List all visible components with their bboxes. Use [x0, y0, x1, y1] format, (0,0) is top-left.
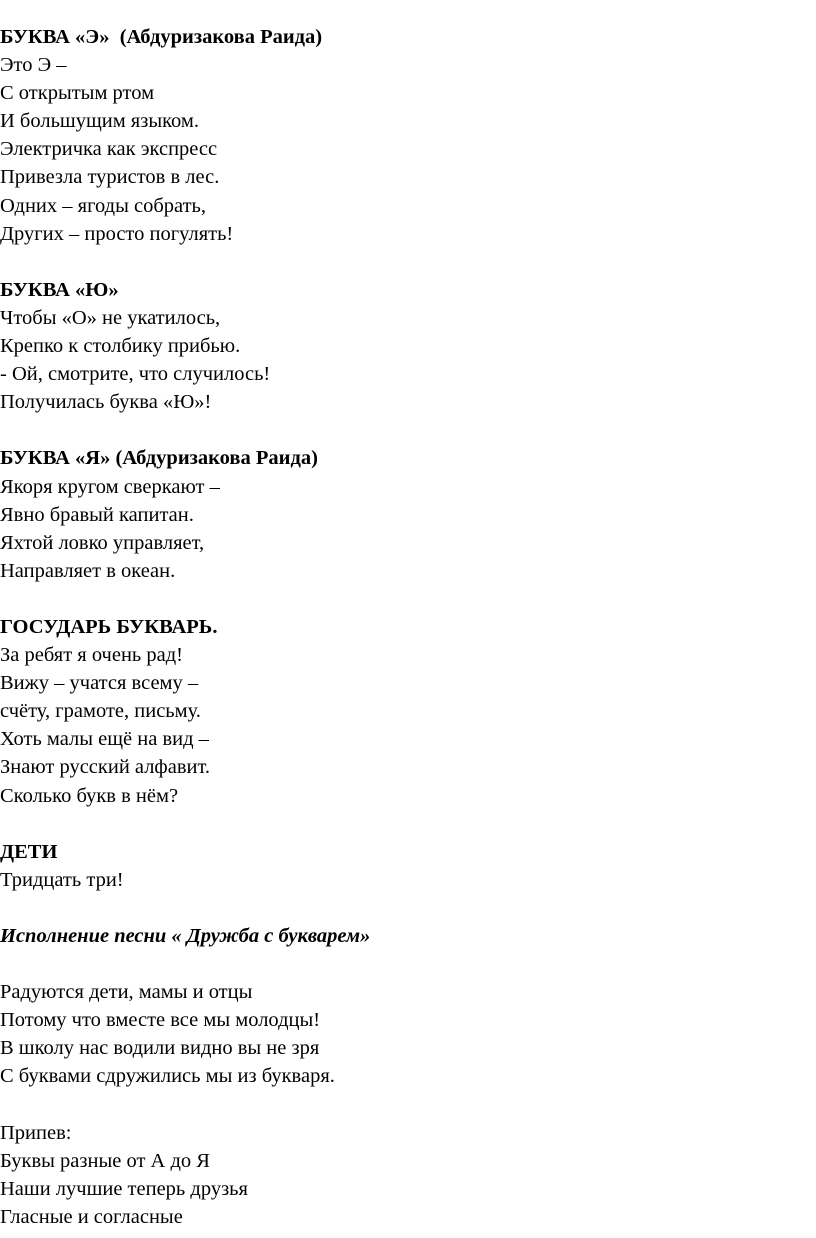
poem-line: Вижу – учатся всему –	[0, 672, 199, 695]
blank-line	[0, 416, 816, 444]
song-title: Исполнение песни « Дружба с букварем»	[0, 925, 371, 947]
blank-line	[0, 894, 816, 922]
poem-line: Крепко к столбику прибью.	[0, 335, 241, 358]
poem-line: За ребят я очень рад!	[0, 644, 184, 667]
poem-line: Электричка как экспресс	[0, 138, 218, 161]
section-song	[0, 922, 816, 1231]
document-page	[0, 23, 816, 1231]
poem-line: Направляет в океан.	[0, 559, 176, 582]
section-letter-e	[0, 23, 816, 248]
poem-line: И большущим языком.	[0, 110, 199, 133]
section-heading: ДЕТИ	[0, 840, 58, 863]
poem-line: - Ой, смотрите, что случилось!	[0, 363, 271, 386]
section-heading: БУКВА «Э» (Абдуризакова Раида)	[0, 26, 323, 48]
poem-line: Чтобы «О» не укатилось,	[0, 306, 221, 329]
blank-line	[0, 810, 816, 838]
song-line: Потому что вместе все мы молодцы!	[0, 1009, 321, 1032]
poem-line: Тридцать три!	[0, 868, 124, 891]
section-gosudar-bukvar	[0, 613, 816, 810]
poem-line: Других – просто погулять!	[0, 222, 234, 245]
song-line: В школу нас водили видно вы не зря	[0, 1037, 320, 1060]
poem-line: Привезла туристов в лес.	[0, 166, 220, 189]
poem-line: Это Э –	[0, 54, 67, 77]
poem-line: счёту, грамоте, письму.	[0, 700, 201, 723]
section-deti	[0, 838, 816, 894]
blank-line	[0, 1091, 816, 1119]
poem-line: Якоря кругом сверкают –	[0, 475, 220, 498]
poem-line: Хоть малы ещё на вид –	[0, 728, 209, 751]
section-heading: ГОСУДАРЬ БУКВАРЬ.	[0, 615, 218, 638]
blank-line	[0, 950, 816, 978]
section-letter-yu	[0, 276, 816, 416]
song-line: С буквами сдружились мы из букваря.	[0, 1065, 335, 1088]
section-heading: БУКВА «Я» (Абдуризакова Раида)	[0, 447, 318, 470]
section-heading: БУКВА «Ю»	[0, 278, 119, 301]
song-line: Наши лучшие теперь друзья	[0, 1177, 248, 1200]
poem-line: Яхтой ловко управляет,	[0, 531, 205, 554]
poem-line: Знают русский алфавит.	[0, 756, 211, 779]
song-line: Гласные и согласные	[0, 1205, 183, 1228]
section-letter-ya	[0, 444, 816, 584]
blank-line	[0, 585, 816, 613]
blank-line	[0, 248, 816, 276]
poem-line: Сколько букв в нём?	[0, 784, 179, 807]
song-line: Радуются дети, мамы и отцы	[0, 981, 253, 1004]
song-line: Буквы разные от А до Я	[0, 1149, 210, 1172]
poem-line: Явно бравый капитан.	[0, 503, 194, 526]
poem-line: Получилась буква «Ю»!	[0, 391, 212, 414]
poem-line: Одних – ягоды собрать,	[0, 194, 207, 217]
chorus-label: Припев:	[0, 1121, 72, 1144]
poem-line: С открытым ртом	[0, 82, 155, 105]
